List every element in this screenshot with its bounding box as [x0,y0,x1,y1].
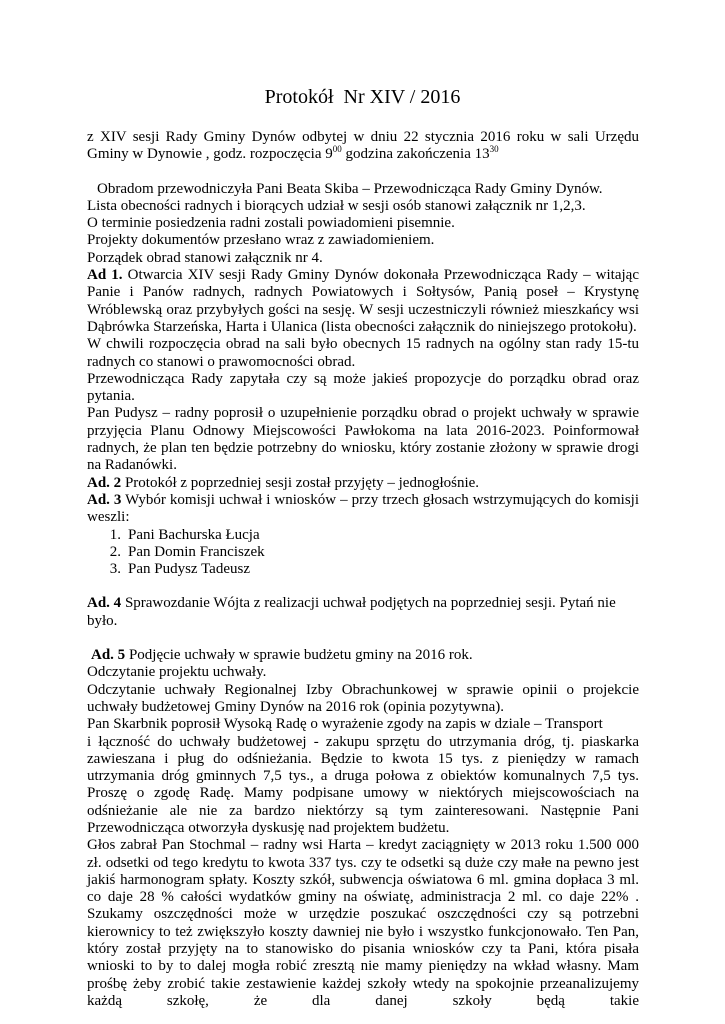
pudysz-paragraph: Pan Pudysz – radny poprosił o uzupełnienie porządku obrad o projekt uchwały w sprawie przyjęcia Planu Odnowy Miejscowości Pawłokoma na lata 2016-2023. Poinformował radnych, że plan ten będzie potrzebny do wniosku, który zostanie złożony w sprawie drogi na Radanówki. [87,405,639,474]
ad4-label: Ad. 4 [87,595,122,612]
intro-paragraph [87,129,639,164]
agenda-question-paragraph: Przewodnicząca Rady zapytała czy są może jakieś propozycje do porządku obrad oraz pytania. [87,370,639,405]
member-name: Pan Pudysz Tadeusz [128,561,250,578]
quorum-paragraph: W chwili rozpoczęcia obrad na sali było obecnych 15 radnych na ogólny stan rady 15-tu radnych co stanowi o prawomocności obrad. [87,336,639,370]
agenda-paragraph: Porządek obrad stanowi załącznik nr 4. [87,249,323,266]
member-name: Pan Domin Franciszek [128,543,265,560]
page-title: Protokół Nr XIV / 2016 [264,86,461,108]
ad3-text: Wybór komisji uchwał i wniosków – przy trzech głosach wstrzymujących do komisji weszli: [87,491,639,526]
start-time-minutes: 00 [332,144,342,155]
attendance-paragraph: Lista obecności radnych i biorących udział w sesji osób stanowi załącznik nr 1,2,3. [87,197,586,214]
commission-list [87,527,639,579]
ad3-paragraph [87,492,639,527]
equipment-paragraph: i łączność do uchwały budżetowej - zakupu sprzętu do utrzymania dróg, tj. piaskarka zawieszana i pług do odśnieżania. Będzie to kwota 15 tys. z pieniędzy w ramach utrzymania dróg gminnych 7,5 tys., a druga połowa z obiektów komunalnych 7,5 tys. Proszę o zgodę Radę. Mamy podpisane umowy w niektórych miejscowościach na odśnieżanie ale nie za bardzo niektórzy są tym zainteresowani. Następnie Pani Przewodnicząca otworzyła dyskusję nad projektem budżetu. [87,733,639,836]
ad5-label: Ad. 5 [91,647,126,664]
treasurer-paragraph: Pan Skarbnik poprosił Wysoką Radę o wyrażenie zgody na zapis w dziale – Transport [87,716,603,733]
ad2-paragraph [87,475,639,492]
list-item [87,527,639,544]
ad1-label: Ad 1. [87,267,123,284]
notice-paragraph: O terminie posiedzenia radni zostali powiadomieni pisemnie. [87,215,455,232]
ad1-text: Otwarcia XIV sesji Rady Gminy Dynów dokonała Przewodnicząca Rady – witając Panie i Panów radnych, radnych Powiatowych i Sołtysów, Panią poseł – Krystynę Wróblewską oraz przybyłych gości na sesję. W sesji uczestniczyli również mieszkańcy wsi Dąbrówka Starzeńska, Harta i Ulanica (lista obecności załącznik do niniejszego protokołu). [87,267,639,335]
intro-text: z XIV sesji Rady Gminy Dynów odbytej w dniu 22 stycznia 2016 roku w sali Urzędu Gminy w Dynowie , godz. rozpoczęcia 9 [87,129,639,163]
list-number: 2. [109,543,121,560]
ad5-text: Podjęcie uchwały w sprawie budżetu gminy na 2016 rok. [125,647,473,664]
document-body [87,129,639,1010]
list-item [87,561,639,578]
list-item [87,544,639,561]
end-time-minutes: 30 [489,144,499,155]
ad4-paragraph [87,595,639,630]
rio-opinion-paragraph: Odczytanie uchwały Regionalnej Izby Obrachunkowej w sprawie opinii o projekcie uchwały budżetowej Gminy Dynów na 2016 rok (opinia pozytywna). [87,681,639,715]
documents-paragraph: Projekty dokumentów przesłano wraz z zawiadomieniem. [87,232,435,249]
ad2-label: Ad. 2 [87,474,122,491]
member-name: Pani Bachurska Łucja [128,526,260,543]
ad4-text: Sprawozdanie Wójta z realizacji uchwał podjętych na poprzedniej sesji. Pytań nie było. [87,595,616,629]
list-number: 1. [109,526,121,543]
ad2-text: Protokół z poprzedniej sesji został przyjęty – jednogłośnie. [121,474,480,491]
project-reading-paragraph: Odczytanie projektu uchwały. [87,664,267,681]
intro-mid: godzina zakończenia 13 [341,146,490,163]
list-number: 3. [109,561,121,578]
ad3-label: Ad. 3 [87,491,122,508]
stochmal-paragraph: Głos zabrał Pan Stochmal – radny wsi Harta – kredyt zaciągnięty w 2013 roku 1.500 000 zł. odsetki od tego kredytu to kwota 337 tys. czy te odsetki są duże czy małe na pewno jest jakiś harmonogram spłaty. Koszty szkół, subwencja oświatowa 6 ml. gmina dopłaca 3 ml. co daje 28 % całości wydatków gminy na oświatę, administracja 2 ml. co daje 22% . Szukamy oszczędności może w urzędzie poszukać oszczędności czy są potrzebni kierownicy to też zwiększyło koszty dawniej nie było i wszystko funkcjonowało. Ten Pan, który został przyjęty na to stanowisko do pisania wniosków czy ta Pani, która pisała wnioski to by to dalej mogła robić zresztą nie mamy pieniędzy na wkład własny. Mam prośbę żeby zrobić takie zestawienie każdej szkoły wtedy na spokojnie przeanalizujemy każdą szkołę, że dla danej szkoły będą takie [87,837,639,1009]
ad5-paragraph [87,647,639,664]
chair-paragraph: Obradom przewodniczyła Pani Beata Skiba – Przewodnicząca Rady Gminy Dynów. [97,180,603,197]
ad1-paragraph [87,267,639,336]
